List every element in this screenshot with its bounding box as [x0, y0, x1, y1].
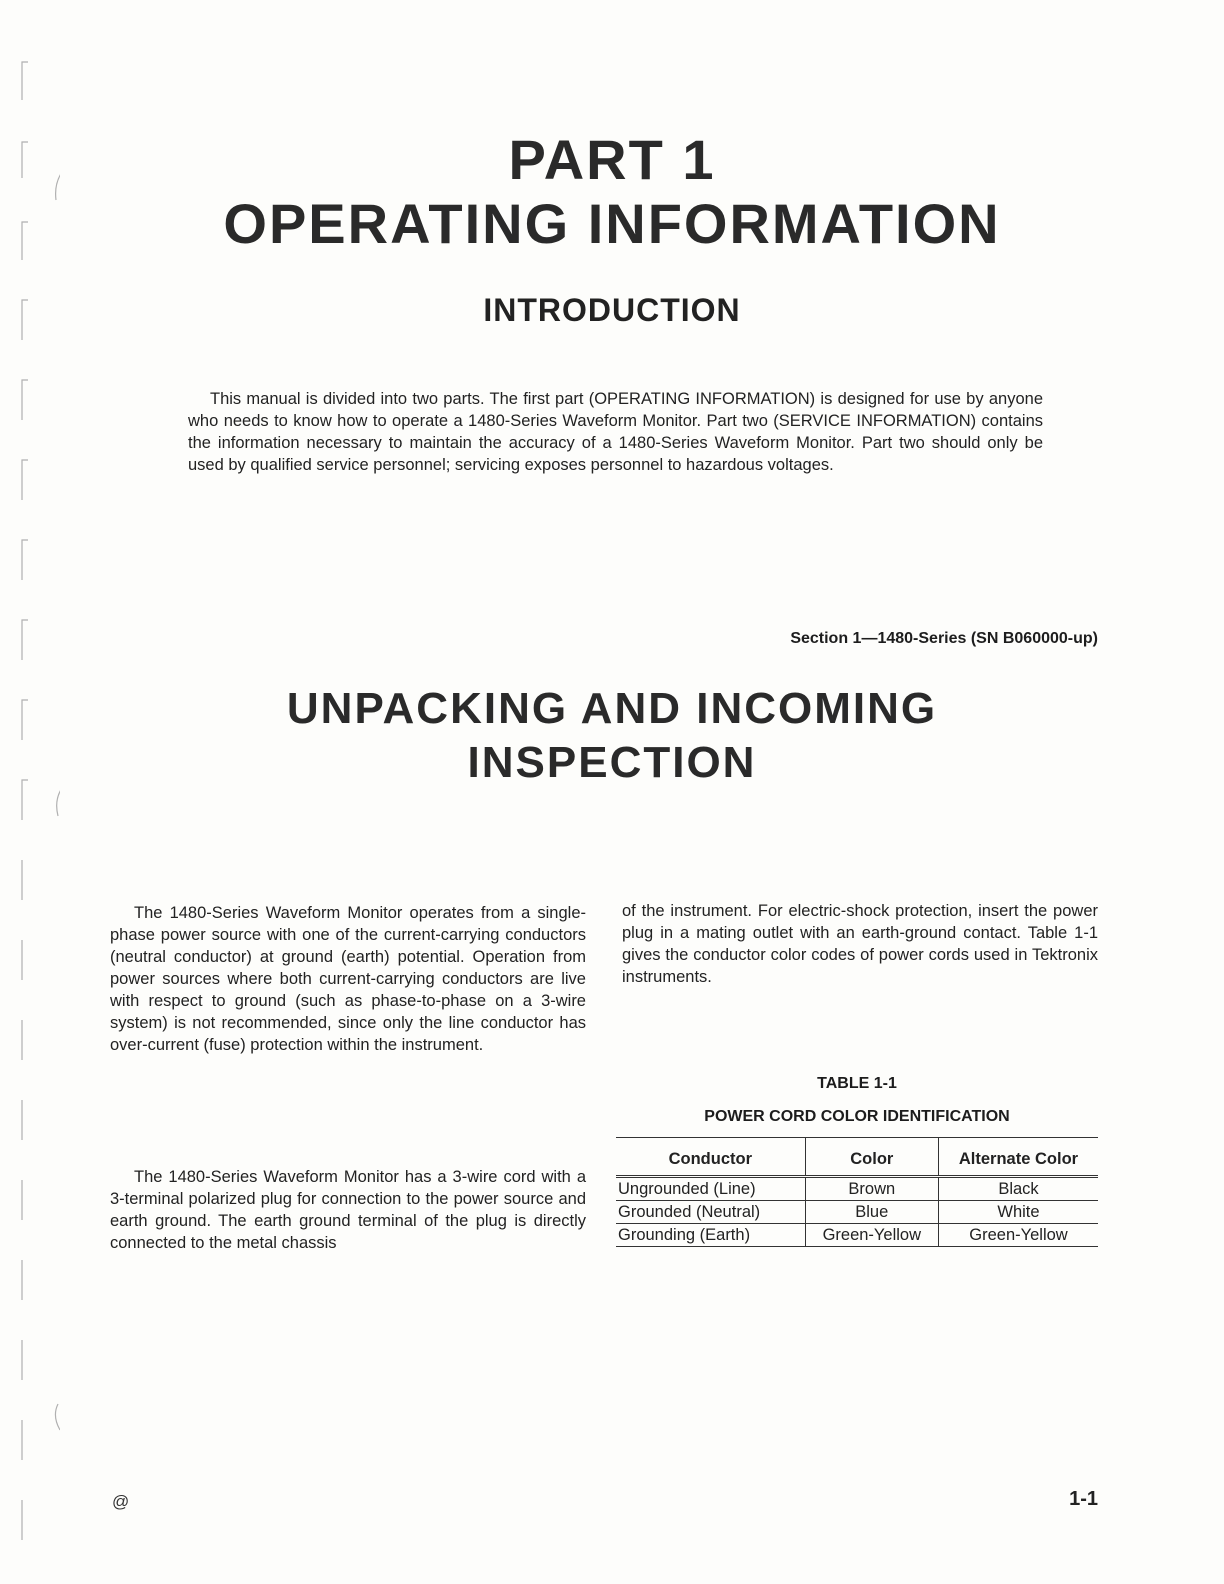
body-paragraph-power-source: The 1480-Series Waveform Monitor operates from a single-phase power source with one of the current-carrying conductors (neutral conductor) at ground (earth) potential. Operation from power sources where both current-carrying conductors are live with respect to ground (such as phase-to-phase on a 3-wire system) is not recommended, since only the line conductor has over-current (fuse) protection within the instrument. [110, 904, 586, 1054]
table-cell: Black [938, 1177, 1098, 1201]
table-header-row [616, 1138, 1098, 1177]
introduction-paragraph: This manual is divided into two parts. The first part (OPERATING INFORMATION) is designed for use by anyone who needs to know how to operate a 1480-Series Waveform Monitor. Part two (SERVICE INFORMATION) contains the information necessary to maintain the accuracy of a 1480-Series Waveform Monitor. Part two should only be used by qualified service personnel; servicing exposes personnel to hazardous voltages. [188, 390, 1043, 474]
table-cell: Grounded (Neutral) [616, 1201, 805, 1224]
table-number: TABLE 1-1 [817, 1075, 897, 1092]
section-label: Section 1—1480-Series (SN B060000-up) [790, 630, 1098, 647]
table-cell: Grounding (Earth) [616, 1224, 805, 1247]
section-title-line-2: INSPECTION [467, 738, 757, 787]
power-cord-color-table [616, 1137, 1098, 1247]
page-number: 1-1 [1069, 1488, 1098, 1510]
footer-mark: @ [112, 1492, 130, 1511]
table-cell: Ungrounded (Line) [616, 1177, 805, 1201]
table-cell: Blue [805, 1201, 938, 1224]
table-row [616, 1201, 1098, 1224]
section-title [0, 682, 1224, 790]
introduction-heading: INTRODUCTION [483, 292, 741, 328]
body-paragraph-shock-protection: of the instrument. For electric-shock protection, insert the power plug in a mating outlet with an earth-ground contact. Table 1-1 gives the conductor color codes of power cords used in Tektronix instruments. [622, 902, 1098, 986]
table-cell: White [938, 1201, 1098, 1224]
table-title: POWER CORD COLOR IDENTIFICATION [704, 1108, 1010, 1125]
section-title-line-1: UNPACKING AND INCOMING [286, 684, 938, 733]
header-color: Color [805, 1138, 938, 1177]
header-conductor: Conductor [616, 1138, 805, 1177]
header-alternate-color: Alternate Color [938, 1138, 1098, 1177]
table-row [616, 1224, 1098, 1247]
table-cell: Brown [805, 1177, 938, 1201]
body-paragraph-power-cord: The 1480-Series Waveform Monitor has a 3-wire cord with a 3-terminal polarized plug for connection to the power source and earth ground. The earth ground terminal of the plug is directly connected to the metal chassis [110, 1168, 586, 1252]
part-subtitle: OPERATING INFORMATION [223, 192, 1001, 255]
part-title: PART 1 [508, 128, 716, 191]
table-row [616, 1177, 1098, 1201]
table-cell: Green-Yellow [938, 1224, 1098, 1247]
table-cell: Green-Yellow [805, 1224, 938, 1247]
